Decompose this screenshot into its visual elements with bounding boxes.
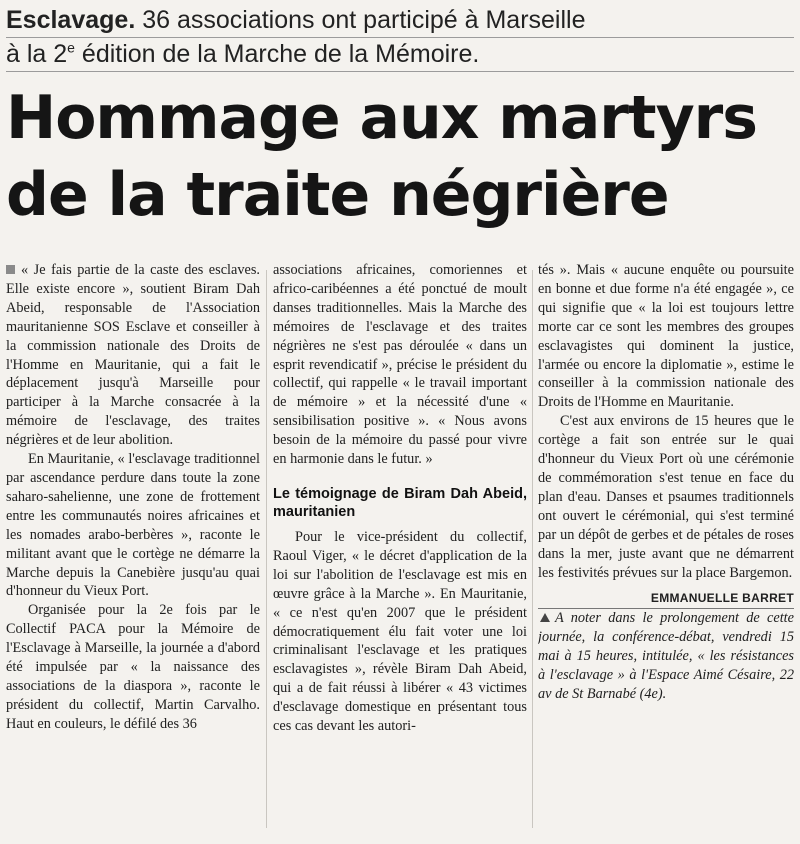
column-divider (266, 270, 267, 828)
kicker-superscript: e (67, 39, 75, 56)
paragraph: tés ». Mais « aucune enquête ou poursuite en bonne et due forme n'a été engagée », ce qui signifie que « la loi est toujours lettre morte car ce sont les membres des groupes esclavagistes qui dominent la justice, l'armée ou encore la diplomatie », estime le conseiller à la commission nationale des Droits de l'Homme en Mauritanie. (538, 262, 794, 411)
column-3 (538, 261, 794, 831)
bullet-square-icon (6, 265, 15, 274)
paragraph-text: « Je fais partie de la caste des esclaves. Elle existe encore », soutient Biram Dah Abeid, responsable de l'Association mauritanienne SOS Esclave et conseiller à la commission nationale des Droits de l'Homme en Mauritanie, qui a fait le déplacement jusqu'à Marseille pour participer à la Marche consacrée à la mémoire de l'esclavage, des traites négrières et de leur abolition. (6, 262, 260, 449)
note-paragraph (538, 609, 794, 704)
column-divider (532, 270, 533, 828)
kicker (6, 4, 794, 72)
note-text: A noter dans le prolongement de cette journée, la conférence-débat, vendredi 15 mai à 15 heures, intitulée, « les résistances à l'esclavage » à l'Espace Aimé Césaire, 22 av de St Barnabé (4e). (538, 610, 794, 703)
column-1 (6, 261, 260, 831)
kicker-text-1: 36 associations ont participé à Marseille (135, 6, 586, 34)
kicker-line-2 (6, 38, 794, 72)
kicker-label: Esclavage. (6, 6, 136, 34)
paragraph: Pour le vice-président du collectif, Raoul Viger, « le décret d'application de la loi sur l'abolition de l'esclavage est mis en œuvre grâce à la Marche ». En Mauritanie, « ce n'est qu'en 2007 que le président démocratiquement élu fait voter une loi criminalisant l'esclavage et les pratiques esclavagistes », révèle Biram Dah Abeid, qui a de fait réussi à libérer « 43 victimes d'esclavage domestique en présentant tous ces cas devant les autori- (273, 528, 527, 735)
column-2 (273, 261, 527, 831)
headline (6, 80, 796, 234)
paragraph (6, 261, 260, 450)
kicker-text-2b: édition de la Marche de la Mémoire. (74, 40, 480, 68)
subheading: Le témoignage de Biram Dah Abeid, mauritanien (273, 485, 527, 521)
paragraph: associations africaines, comoriennes et africo-caribéennes a été ponctué de moult danses traditionnelles. Mais la Marche des mémoires de l'esclavage et des traites négrières ne s'est pas déroulée « dans un esprit revendicatif », précise le président du collectif, qui rappelle « le travail important de mémoire » et la nécessité d'une « sensibilisation positive ». « Nous avons besoin de la mémoire du passé pour vivre en harmonie dans le futur. » (273, 262, 527, 468)
headline-line-1: Hommage aux martyrs (6, 83, 757, 153)
paragraph: C'est aux environs de 15 heures que le cortège a fait son entrée sur le quai d'honneur du Vieux Port où une cérémonie de commémoration s'est tenue en face du plan d'eau. Danses et psaumes traditionnels ont ouvert le cérémonial, qui s'est terminé par un dépôt de gerbes et de pétales de roses dans la mer, juste avant que ne démarrent les festivités prévues sur la place Bargemon. (538, 413, 794, 581)
kicker-line-1 (6, 4, 794, 38)
paragraph: Organisée pour la 2e fois par le Collectif PACA pour la Mémoire de l'Esclavage à Marseille, la journée a d'abord été impulsée par « la naissance des associations de la diaspora », raconte le président du collectif, Martin Carvalho. Haut en couleurs, le défilé des 36 (6, 602, 260, 732)
kicker-text-2a: à la 2 (6, 40, 68, 68)
triangle-marker-icon (540, 613, 550, 622)
paragraph: En Mauritanie, « l'esclavage traditionnel par ascendance perdure dans toute la zone saharo-sahelienne, une zone de frottement entre les communautés noires africaines et les nomades arabo-berbères », raconte le militant avant que le cortège ne démarre la Marche depuis la Canebière jusqu'au quai d'honneur du Vieux Port. (6, 451, 260, 600)
author-byline: EMMANUELLE BARRET (650, 591, 794, 606)
headline-line-2: de la traite négrière (6, 160, 669, 230)
